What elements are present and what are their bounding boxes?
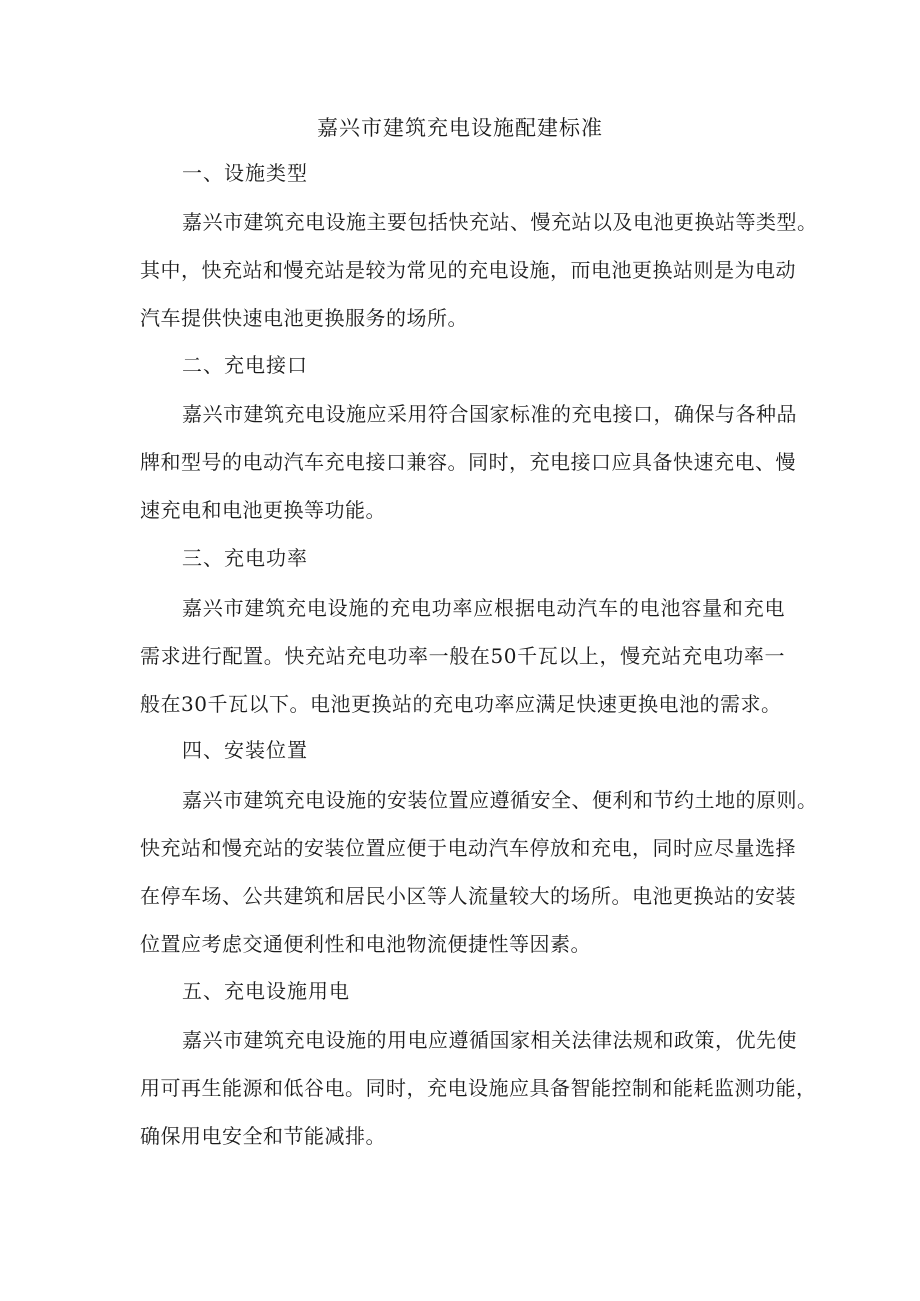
document-title: 嘉兴市建筑充电设施配建标准 (317, 116, 603, 140)
section-body-facility-types (140, 198, 818, 342)
paragraph-line: 嘉兴市建筑充电设施主要包括快充站、慢充站以及电池更换站等类型。 (182, 210, 818, 234)
paragraph-line: 般在30千瓦以下。电池更换站的充电功率应满足快速更换电池的需求。 (140, 692, 782, 716)
paragraph-line: 用可再生能源和低谷电。同时，充电设施应具备智能控制和能耗监测功能， (140, 1076, 817, 1100)
section-body-charging-power (140, 584, 785, 728)
section-heading-facility-types: 一、设施类型 (182, 161, 308, 185)
paragraph-line: 在停车场、公共建筑和居民小区等人流量较大的场所。电池更换站的安装 (140, 884, 796, 908)
section-body-charging-interface (140, 390, 797, 534)
paragraph-line: 快充站和慢充站的安装位置应便于电动汽车停放和充电，同时应尽量选择 (140, 836, 796, 860)
section-heading-charging-interface: 二、充电接口 (182, 353, 308, 377)
paragraph-line: 牌和型号的电动汽车充电接口兼容。同时，充电接口应具备快速充电、慢 (140, 450, 796, 474)
paragraph-line: 嘉兴市建筑充电设施的安装位置应遵循安全、便利和节约土地的原则。 (182, 788, 818, 812)
section-body-power-usage (140, 1016, 817, 1160)
paragraph-line: 嘉兴市建筑充电设施的用电应遵循国家相关法律法规和政策，优先使 (182, 1028, 797, 1052)
paragraph-line: 需求进行配置。快充站充电功率一般在50千瓦以上，慢充站充电功率一 (140, 644, 785, 668)
paragraph-line: 嘉兴市建筑充电设施的充电功率应根据电动汽车的电池容量和充电 (182, 596, 785, 620)
paragraph-line: 嘉兴市建筑充电设施应采用符合国家标准的充电接口，确保与各种品 (182, 402, 797, 426)
paragraph-line: 汽车提供快速电池更换服务的场所。 (140, 306, 468, 330)
section-body-installation-location (140, 776, 818, 968)
paragraph-line: 确保用电安全和节能减排。 (140, 1124, 386, 1148)
section-heading-charging-power: 三、充电功率 (182, 546, 308, 570)
section-heading-power-usage: 五、充电设施用电 (182, 979, 350, 1003)
paragraph-line: 速充电和电池更换等功能。 (140, 498, 386, 522)
section-heading-installation-location: 四、安装位置 (182, 738, 308, 762)
paragraph-line: 其中，快充站和慢充站是较为常见的充电设施，而电池更换站则是为电动 (140, 258, 796, 282)
paragraph-line: 位置应考虑交通便利性和电池物流便捷性等因素。 (140, 932, 591, 956)
